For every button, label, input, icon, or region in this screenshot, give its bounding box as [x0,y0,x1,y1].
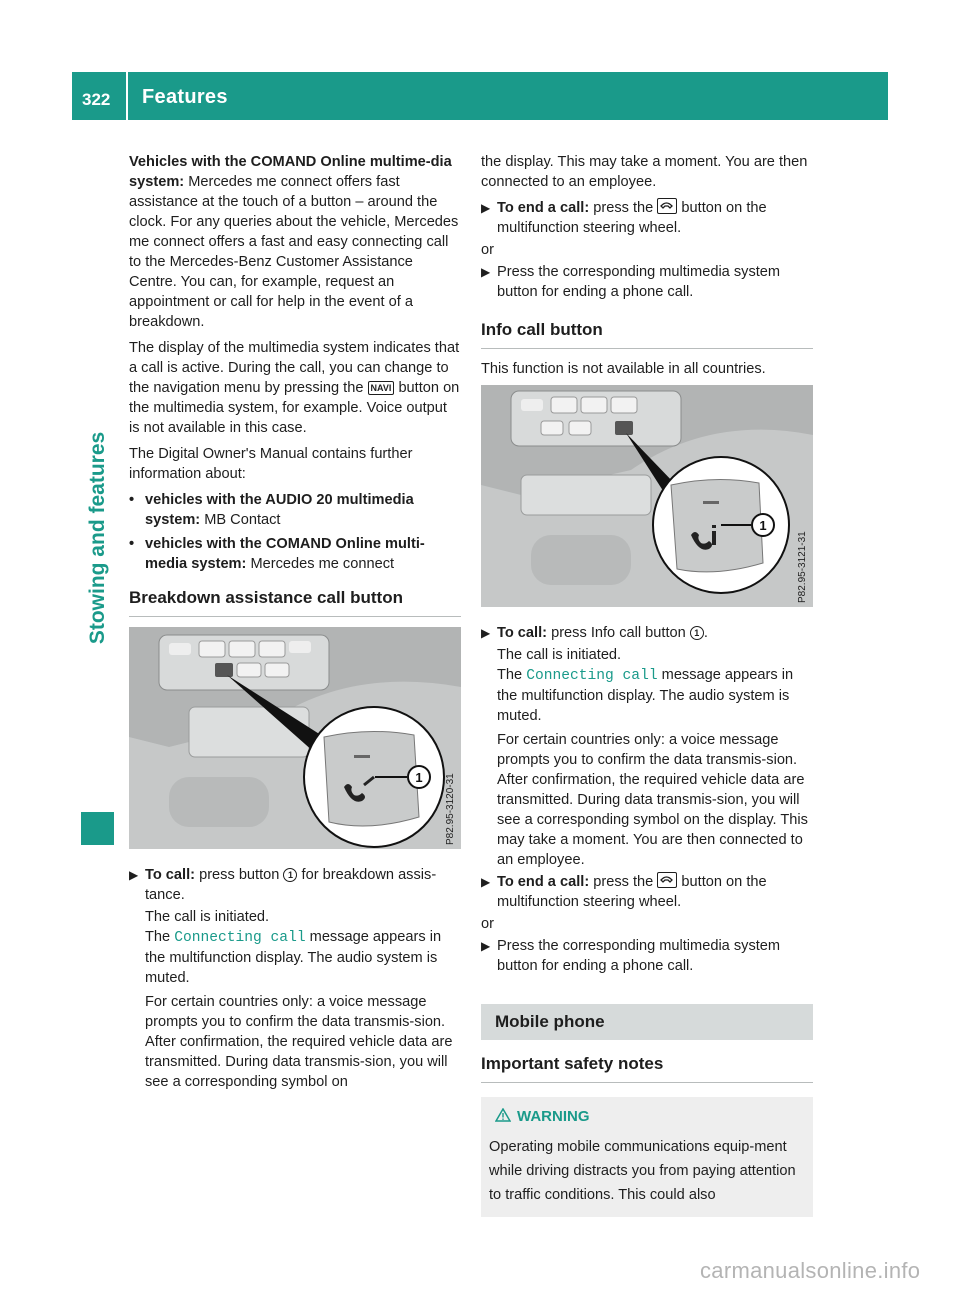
connecting-call-text: The Connecting call message appears in the multifunction display. The audio system is muted. [145,929,442,986]
digital-manual-paragraph: The Digital Owner's Manual contains further information about: [129,446,413,482]
overhead-console-illustration [481,385,813,607]
warning-text: Operating mobile communications equip-ment while driving distracts you from paying attention to traffic conditions. This could also [489,1139,796,1203]
step-press-button: ▶ Press the corresponding multimedia system button for ending a phone call. [481,264,781,300]
left-column [129,152,461,1092]
sidebar-chapter-label: Stowing and features [86,431,109,645]
figure-code: P82.95-3120-31 [445,773,456,845]
countries-text: For certain countries only: a voice message prompts you to confirm the data transmis-sion. After confirmation, the required vehicle data are transmitted. During data transmis-sion, you will see a corresponding symbol on [145,994,453,1090]
warning-triangle-icon [495,1108,511,1122]
breakdown-button-figure [129,627,461,849]
step-press-button: ▶ Press the corresponding multimedia system button for ending a phone call. [481,938,781,974]
or-text: or [481,242,494,258]
sidebar-marker [81,812,114,845]
step-arrow-icon: ▶ [481,265,491,279]
step-arrow-icon: ▶ [481,626,491,640]
display-message: Connecting call [174,930,306,946]
warning-title: WARNING [495,1107,805,1127]
mobile-phone-section: Mobile phone [481,1004,813,1040]
step-arrow-icon: ▶ [129,868,139,882]
callout-number-icon: 1 [283,868,297,882]
right-column [481,152,813,1217]
call-initiated-text: The call is initiated. [145,909,270,925]
callout-1-label: 1 [415,770,423,785]
step-info-call: ▶ To call: press Info call button 1 . [481,625,708,641]
continuation-text: the display. This may take a moment. You are then connected to an employee. [481,154,808,190]
bullet-icon: • [129,536,135,552]
display-paragraph: The display of the multimedia system indicates that a call is active. During the call, you can change to the navigation menu by pressing the NAVI button on the multimedia system, for example. Voice output is not available in this case. [129,340,460,436]
end-call-icon [657,198,677,214]
step-arrow-icon: ▶ [481,201,491,215]
end-call-icon [657,872,677,888]
comand-intro-paragraph: Vehicles with the COMAND Online multime-dia system: Mercedes me connect offers fast assistance at the touch of a button – around the clock. For any queries about the vehicle, Mercedes me connect offers a fast and easy connecting call to the Mercedes-Benz Customer Assistance Centre. You can, for example, request an appointment or call for help in the event of a breakdown. [129,154,459,330]
step-arrow-icon: ▶ [481,875,491,889]
connecting-call-text: The Connecting call message appears in the multifunction display. The audio system is muted. [497,667,794,724]
callout-1-label: 1 [759,518,767,533]
list-item: • vehicles with the AUDIO 20 multimedia system: MB Contact [129,492,414,528]
header-divider [126,72,128,120]
breakdown-heading: Breakdown assistance call button [129,588,461,617]
step-end-call: ▶ To end a call: press the button on the multifunction steering wheel. [481,874,767,910]
step-call: ▶ To call: press button 1 for breakdown assis-tance. [129,867,437,903]
page-number: 322 [82,90,111,109]
or-text: or [481,916,494,932]
step-details [481,645,813,870]
warning-box [481,1097,813,1217]
navi-key-icon: NAVI [368,381,395,395]
safety-heading: Important safety notes [481,1054,813,1083]
call-initiated-text: The call is initiated. [497,647,622,663]
footer-watermark: carmanualsonline.info [700,1258,921,1283]
countries-text: For certain countries only: a voice message prompts you to confirm the data transmis-sion. After confirmation, the required vehicle data are transmitted. During data transmis-sion, you will see a corresponding symbol on the display. This may take a moment. You are then connected to an employee. [497,732,808,868]
info-call-heading: Info call button [481,320,813,349]
callout-number-icon: 1 [690,626,704,640]
figure-code: P82.95-3121-31 [797,531,808,603]
page-header [72,72,888,120]
section-title: Features [142,86,228,108]
info-button-figure [481,385,813,607]
info-note: This function is not available in all countries. [481,361,766,377]
step-arrow-icon: ▶ [481,939,491,953]
step-end-call: ▶ To end a call: press the button on the multifunction steering wheel. [481,200,767,236]
step-details [129,907,461,1092]
display-message: Connecting call [526,668,658,684]
list-item: • vehicles with the COMAND Online multi-media system: Mercedes me connect [129,536,425,572]
bullet-icon: • [129,492,135,508]
overhead-console-illustration [129,627,461,849]
